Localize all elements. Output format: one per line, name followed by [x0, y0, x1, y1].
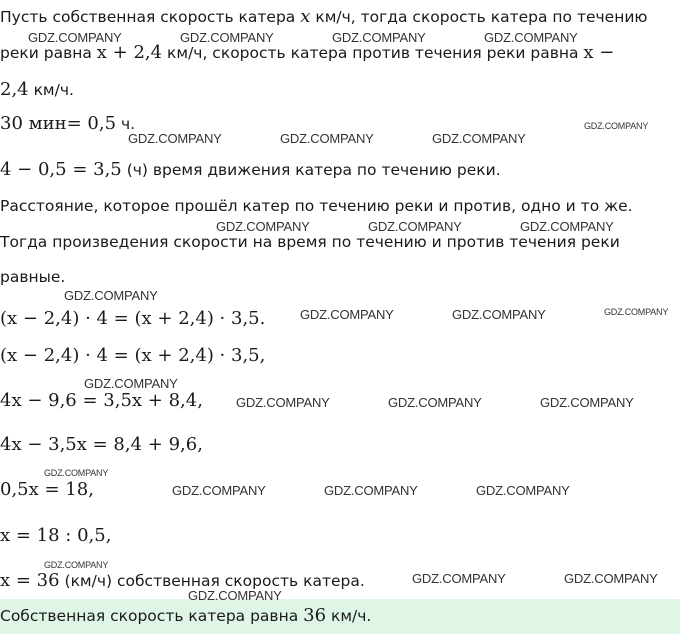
text: (км/ч) собственная скорость катера.	[59, 572, 365, 590]
watermark: GDZ.COMPANY	[280, 131, 374, 146]
watermark: GDZ.COMPANY	[44, 468, 109, 478]
math-var: x	[300, 6, 311, 27]
watermark: GDZ.COMPANY	[476, 483, 570, 498]
watermark: GDZ.COMPANY	[28, 30, 122, 45]
math-expr: 30 мин= 0,5	[0, 113, 117, 134]
watermark: GDZ.COMPANY	[128, 131, 222, 146]
equation-2: (x − 2,4) · 4 = (x + 2,4) · 3,5,	[0, 345, 266, 366]
watermark: GDZ.COMPANY	[324, 483, 418, 498]
answer-line	[0, 606, 371, 626]
math-expr: 4 − 0,5 = 3,5	[0, 159, 122, 180]
equation-1: (x − 2,4) · 4 = (x + 2,4) · 3,5.	[0, 308, 266, 329]
watermark: GDZ.COMPANY	[216, 219, 310, 234]
watermark: GDZ.COMPANY	[188, 588, 282, 603]
equation-5: 0,5x = 18,	[0, 479, 94, 500]
text-line-6: Расстояние, которое прошёл катер по течению реки и против, одно и то же.	[0, 197, 633, 215]
text-line-7: Тогда произведения скорости на время по течению и против течения реки	[0, 233, 620, 251]
watermark: GDZ.COMPANY	[564, 571, 658, 586]
watermark: GDZ.COMPANY	[540, 395, 634, 410]
watermark: GDZ.COMPANY	[520, 219, 614, 234]
text: (ч) время движения катера по течению реки.	[121, 161, 501, 179]
watermark: GDZ.COMPANY	[584, 121, 649, 131]
text-line-2	[0, 43, 614, 63]
watermark: GDZ.COMPANY	[332, 30, 426, 45]
math-expr: x + 2,4	[96, 42, 163, 63]
watermark: GDZ.COMPANY	[236, 395, 330, 410]
text: км/ч.	[28, 81, 74, 99]
math-expr: 2,4	[0, 79, 29, 100]
watermark: GDZ.COMPANY	[44, 560, 109, 570]
text: Пусть собственная скорость катера	[0, 8, 301, 26]
equation-4: 4x − 3,5x = 8,4 + 9,6,	[0, 434, 203, 455]
equation-7	[0, 571, 365, 591]
text: км/ч, тогда скорость катера по течению	[310, 8, 648, 26]
watermark: GDZ.COMPANY	[432, 131, 526, 146]
equation-6: x = 18 : 0,5,	[0, 525, 112, 546]
watermark: GDZ.COMPANY	[604, 307, 669, 317]
watermark: GDZ.COMPANY	[172, 483, 266, 498]
watermark: GDZ.COMPANY	[300, 307, 394, 322]
watermark: GDZ.COMPANY	[412, 571, 506, 586]
math-var: x −	[583, 42, 615, 63]
watermark: GDZ.COMPANY	[84, 376, 178, 391]
text-line-3	[0, 80, 74, 100]
watermark: GDZ.COMPANY	[368, 219, 462, 234]
equation-3: 4x − 9,6 = 3,5x + 8,4,	[0, 390, 203, 411]
watermark: GDZ.COMPANY	[452, 307, 546, 322]
math-num: 36	[303, 605, 327, 626]
watermark: GDZ.COMPANY	[388, 395, 482, 410]
answer-box	[0, 599, 680, 634]
text-line-5	[0, 160, 501, 180]
text: Собственная скорость катера равна	[0, 607, 304, 625]
watermark: GDZ.COMPANY	[484, 30, 578, 45]
text-line-8: равные.	[0, 268, 66, 286]
text: км/ч.	[326, 607, 372, 625]
watermark: GDZ.COMPANY	[64, 288, 158, 303]
text-line-4	[0, 114, 135, 134]
text-line-1	[0, 7, 647, 27]
watermark: GDZ.COMPANY	[180, 30, 274, 45]
text: км/ч, скорость катера против течения реки равна	[162, 44, 584, 62]
math-expr: x = 36	[0, 570, 60, 591]
text: реки равна	[0, 44, 97, 62]
text: ч.	[116, 115, 136, 133]
